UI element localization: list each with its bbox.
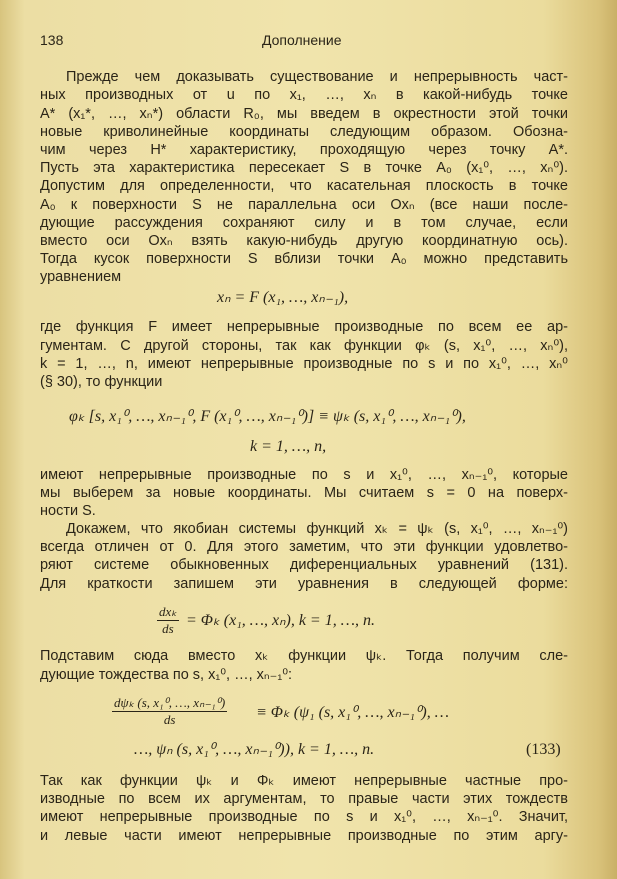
text-line: Допустим для определенности, что касательная плоскость в точке: [40, 178, 568, 194]
equation: = Φₖ (x₁, …, xₙ), k = 1, …, n.: [186, 612, 375, 629]
text-line: изводные по всем их аргументам, то правые части этих тождеств: [40, 791, 568, 807]
text-line: Так как функции ψₖ и Φₖ имеют непрерывные частные про-: [40, 773, 568, 789]
text-line: ряют системе обыкновенных диференциальных уравнений (131).: [40, 557, 568, 573]
equation: φₖ [s, x₁⁰, …, xₙ₋₁⁰, F (x₁⁰, …, xₙ₋₁⁰)] ≡ ψₖ (s, x₁⁰, …, xₙ₋₁⁰),: [69, 408, 466, 425]
page-number: 138: [40, 32, 64, 48]
equation: k = 1, …, n,: [250, 438, 327, 455]
text-line: Прежде чем доказывать существование и непрерывность част-: [66, 69, 568, 85]
text-line: k = 1, …, n, имеют непрерывные производные по s и по x₁⁰, …, xₙ⁰: [40, 356, 568, 372]
text-line: имеют непрерывные производные по s и x₁⁰, …, xₙ₋₁⁰. Значит,: [40, 809, 568, 825]
text-line: где функция F имеет непрерывные производные по всем ее ар-: [40, 319, 568, 335]
equation: ≡ Φₖ (ψ₁ (s, x₁⁰, …, xₙ₋₁⁰), …: [256, 704, 449, 721]
text-line: Докажем, что якобиан системы функций xₖ = ψₖ (s, x₁⁰, …, xₙ₋₁⁰): [66, 521, 568, 537]
text-line: вместо оси Oxₙ взять какую-нибудь другую координатную ось).: [40, 233, 568, 249]
fraction: [157, 604, 179, 637]
fraction-denominator: ds: [162, 621, 174, 636]
text-line: A* (x₁*, …, xₙ*) области R₀, мы введем в окрестности этой точки: [40, 106, 568, 122]
text-line: ности S.: [40, 503, 96, 519]
text-line: (§ 30), то функции: [40, 374, 163, 390]
text-line: Для краткости запишем эти уравнения в следующей форме:: [40, 576, 568, 592]
fraction-denominator: ds: [163, 712, 176, 727]
text-line: новые криволинейные координаты следующим образом. Обозна-: [40, 124, 568, 140]
text-line: имеют непрерывные производные по s и x₁⁰, …, xₙ₋₁⁰, которые: [40, 467, 568, 483]
text-line: Подставим сюда вместо xₖ функции ψₖ. Тогда получим сле-: [40, 648, 568, 664]
fraction: [112, 695, 227, 728]
fraction-numerator: dψₖ (s, x₁⁰, …, xₙ₋₁⁰): [114, 695, 226, 710]
text-line: дующие тождества по s, x₁⁰, …, xₙ₋₁⁰:: [40, 667, 293, 683]
text-line: всегда отличен от 0. Для этого заметим, что эти функции удовлетво-: [40, 539, 568, 555]
running-title: Дополнение: [262, 32, 342, 48]
equation-number: (133): [526, 741, 561, 758]
equation: …, ψₙ (s, x₁⁰, …, xₙ₋₁⁰)), k = 1, …, n.: [134, 741, 375, 758]
text-line: и левые части имеют непрерывные производные по этим аргу-: [40, 828, 568, 844]
text-line: чим через H* характеристику, проходящую через точку A*.: [40, 142, 568, 158]
text-line: Пусть эта характеристика пересекает S в точке A₀ (x₁⁰, …, xₙ⁰).: [40, 160, 568, 176]
text-line: Тогда кусок поверхности S вблизи точки A₀ можно представить: [40, 251, 568, 267]
text-line: уравнением: [40, 269, 122, 285]
text-line: A₀ к поверхности S не параллельна оси Oxₙ (все наши после-: [40, 197, 568, 213]
text-line: ных производных от u по x₁, …, xₙ в какой-нибудь точке: [40, 87, 568, 103]
text-line: дующие рассуждения сохраняют силу и в том случае, если: [40, 215, 568, 231]
text-line: гументам. С другой стороны, так как функции φₖ (s, x₁⁰, …, xₙ⁰),: [40, 338, 568, 354]
text-line: мы выберем за новые координаты. Мы считаем s = 0 на поверх-: [40, 485, 568, 501]
equation: xₙ = F (x₁, …, xₙ₋₁),: [217, 289, 349, 306]
fraction-numerator: dxₖ: [159, 604, 177, 619]
